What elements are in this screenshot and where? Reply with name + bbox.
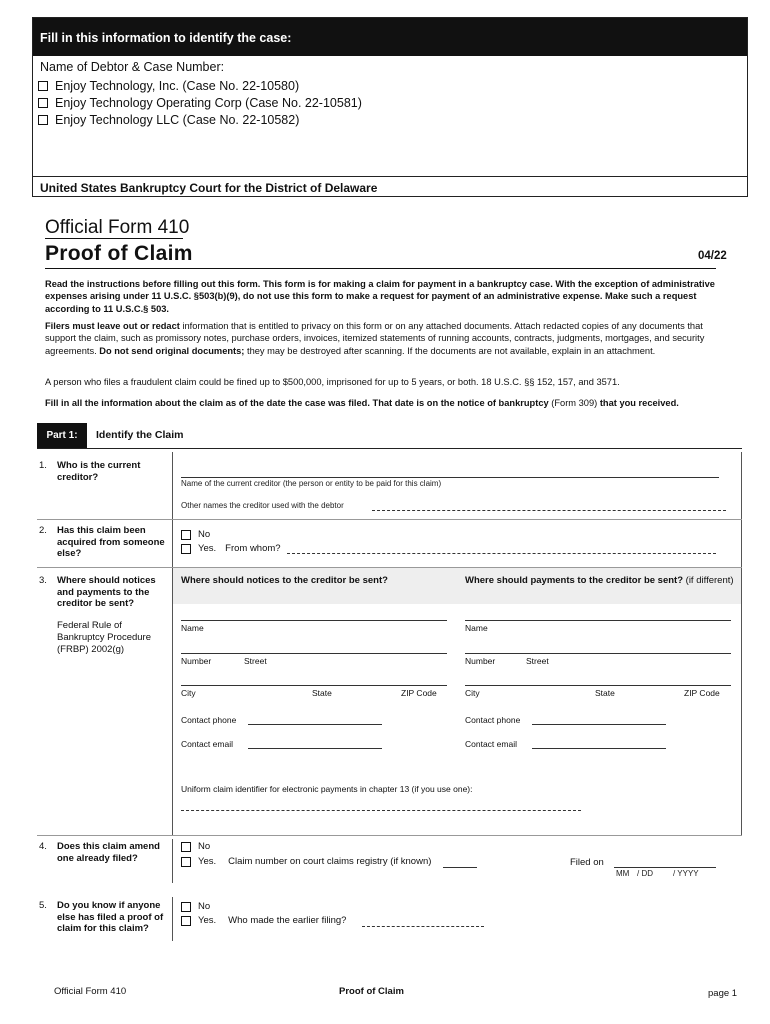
payment-name-label: Name bbox=[465, 623, 488, 633]
part-1-header bbox=[37, 423, 742, 449]
checkbox[interactable] bbox=[181, 530, 191, 540]
payment-street-label: Street bbox=[526, 656, 549, 666]
q4-no-option[interactable]: No bbox=[181, 841, 210, 852]
earlier-filing-field[interactable] bbox=[362, 926, 484, 927]
checkbox[interactable] bbox=[181, 902, 191, 912]
footer-page: page 1 bbox=[708, 988, 738, 999]
question-4-text: Does this claim amend one already filed? bbox=[57, 841, 160, 864]
divider bbox=[33, 176, 747, 177]
uci-field[interactable] bbox=[181, 810, 581, 812]
notice-number-label: Number bbox=[181, 656, 212, 666]
divider bbox=[37, 835, 742, 836]
payment-zip-label: ZIP Code bbox=[684, 688, 720, 698]
checkbox[interactable] bbox=[38, 98, 48, 108]
form-title: Proof of Claim bbox=[45, 242, 193, 265]
notice-state-label: State bbox=[312, 688, 332, 698]
creditor-name-field[interactable] bbox=[181, 477, 719, 478]
notice-name-field[interactable] bbox=[181, 620, 447, 621]
divider bbox=[37, 519, 742, 520]
question-3-text: Where should notices and payments to the creditor be sent? bbox=[57, 575, 156, 609]
case-info-box bbox=[32, 17, 748, 197]
other-names-field[interactable] bbox=[372, 510, 726, 511]
notice-name-label: Name bbox=[181, 623, 204, 633]
instructions-paragraph-1: Read the instructions before filling out this form. This form is for making a claim for payment in a bankruptcy case. With the exception of administrative expenses arising under 11 U.S.C. §503(b)(9), do not use this form to make a request for payment of an administrative expense. Make such a request according to 11 U.S.C.§ 503. bbox=[45, 279, 715, 314]
instructions-paragraph-2: Filers must leave out or redact information that is entitled to privacy on this form or on any attached documents. Attach redacted copies of any documents that support the claim, such as promissory notes, purchase orders, invoices, itemized statements of running accounts, contracts, judgments, mortgages, and security agreements. Do not send original documents; they may be destroyed after scanning. If the documents are not available, explain in an attachment. bbox=[45, 321, 705, 356]
case-info-header: Fill in this information to identify the case: bbox=[33, 18, 747, 56]
payment-phone-field[interactable] bbox=[532, 724, 666, 725]
frbp-note: Federal Rule of Bankruptcy Procedure (FRBP) 2002(g) bbox=[57, 620, 151, 655]
notices-header: Where should notices to the creditor be sent? bbox=[181, 575, 388, 586]
question-number: 2. bbox=[39, 525, 47, 536]
payment-phone-label: Contact phone bbox=[465, 715, 521, 725]
question-1-text: Who is the current creditor? bbox=[57, 460, 141, 483]
divider bbox=[45, 238, 183, 239]
payment-state-label: State bbox=[595, 688, 615, 698]
checkbox[interactable] bbox=[181, 916, 191, 926]
creditor-name-label: Name of the current creditor (the person or entity to be paid for this claim) bbox=[181, 479, 442, 488]
payment-name-field[interactable] bbox=[465, 620, 731, 621]
filed-on-field[interactable] bbox=[614, 867, 716, 868]
divider bbox=[45, 268, 716, 269]
notice-zip-label: ZIP Code bbox=[401, 688, 437, 698]
payment-city-field[interactable] bbox=[465, 685, 731, 686]
payment-city-label: City bbox=[465, 688, 480, 698]
payment-email-label: Contact email bbox=[465, 739, 517, 749]
divider bbox=[741, 452, 742, 835]
court-name: United States Bankruptcy Court for the District of Delaware bbox=[40, 181, 378, 195]
q5-yes-option[interactable]: Yes. Who made the earlier filing? bbox=[181, 915, 346, 926]
part-1-title: Identify the Claim bbox=[96, 429, 184, 441]
divider bbox=[172, 839, 173, 883]
footer-title: Proof of Claim bbox=[339, 986, 404, 997]
instructions-paragraph-3: A person who files a fraudulent claim could be fined up to $500,000, imprisoned for up to 5 years, or both. 18 U.S.C. §§ 152, 157, and 3571. bbox=[45, 377, 620, 387]
q2-yes-option[interactable]: Yes. From whom? bbox=[181, 543, 281, 554]
debtor-option-3[interactable]: Enjoy Technology LLC (Case No. 22-10582) bbox=[38, 113, 299, 127]
uci-label: Uniform claim identifier for electronic payments in chapter 13 (if you use one): bbox=[181, 784, 473, 794]
debtor-label: Name of Debtor & Case Number: bbox=[40, 60, 225, 74]
question-number: 4. bbox=[39, 841, 47, 852]
other-names-label: Other names the creditor used with the debtor bbox=[181, 501, 344, 510]
divider bbox=[172, 897, 173, 941]
question-number: 1. bbox=[39, 460, 47, 471]
checkbox[interactable] bbox=[181, 544, 191, 554]
q2-no-option[interactable]: No bbox=[181, 529, 210, 540]
from-whom-field[interactable] bbox=[287, 553, 716, 554]
q5-no-option[interactable]: No bbox=[181, 901, 210, 912]
filed-on-label: Filed on bbox=[570, 857, 604, 868]
checkbox[interactable] bbox=[38, 81, 48, 91]
mm-label: MM bbox=[616, 869, 630, 878]
claim-number-field[interactable] bbox=[443, 867, 477, 868]
notice-city-label: City bbox=[181, 688, 196, 698]
divider bbox=[172, 452, 173, 835]
notice-phone-field[interactable] bbox=[248, 724, 382, 725]
yyyy-label: / YYYY bbox=[673, 869, 699, 878]
form-date: 04/22 bbox=[698, 250, 727, 262]
instructions-paragraph-4: Fill in all the information about the claim as of the date the case was filed. That date is on the notice of bankruptcy (Form 309) that you received. bbox=[45, 398, 679, 408]
payment-email-field[interactable] bbox=[532, 748, 666, 749]
payment-number-label: Number bbox=[465, 656, 496, 666]
checkbox[interactable] bbox=[38, 115, 48, 125]
debtor-option-2[interactable]: Enjoy Technology Operating Corp (Case No. 22-10581) bbox=[38, 96, 362, 110]
dd-label: / DD bbox=[637, 869, 653, 878]
notice-street-label: Street bbox=[244, 656, 267, 666]
notice-email-field[interactable] bbox=[248, 748, 382, 749]
notice-street-field[interactable] bbox=[181, 653, 447, 654]
payment-street-field[interactable] bbox=[465, 653, 731, 654]
question-number: 5. bbox=[39, 900, 47, 911]
part-1-tab: Part 1: bbox=[37, 423, 87, 448]
payments-header: Where should payments to the creditor be sent? (if different) bbox=[465, 575, 734, 586]
notice-city-field[interactable] bbox=[181, 685, 447, 686]
debtor-option-1[interactable]: Enjoy Technology, Inc. (Case No. 22-10580) bbox=[38, 79, 299, 93]
checkbox[interactable] bbox=[181, 857, 191, 867]
checkbox[interactable] bbox=[181, 842, 191, 852]
notice-email-label: Contact email bbox=[181, 739, 233, 749]
question-2-text: Has this claim been acquired from someone else? bbox=[57, 525, 165, 559]
question-5-text: Do you know if anyone else has filed a proof of claim for this claim? bbox=[57, 900, 164, 934]
form-number: Official Form 410 bbox=[45, 217, 190, 238]
notice-phone-label: Contact phone bbox=[181, 715, 237, 725]
footer-form-number: Official Form 410 bbox=[54, 986, 127, 997]
question-number: 3. bbox=[39, 575, 47, 586]
q4-yes-option[interactable]: Yes. Claim number on court claims registry (if known) bbox=[181, 856, 431, 867]
